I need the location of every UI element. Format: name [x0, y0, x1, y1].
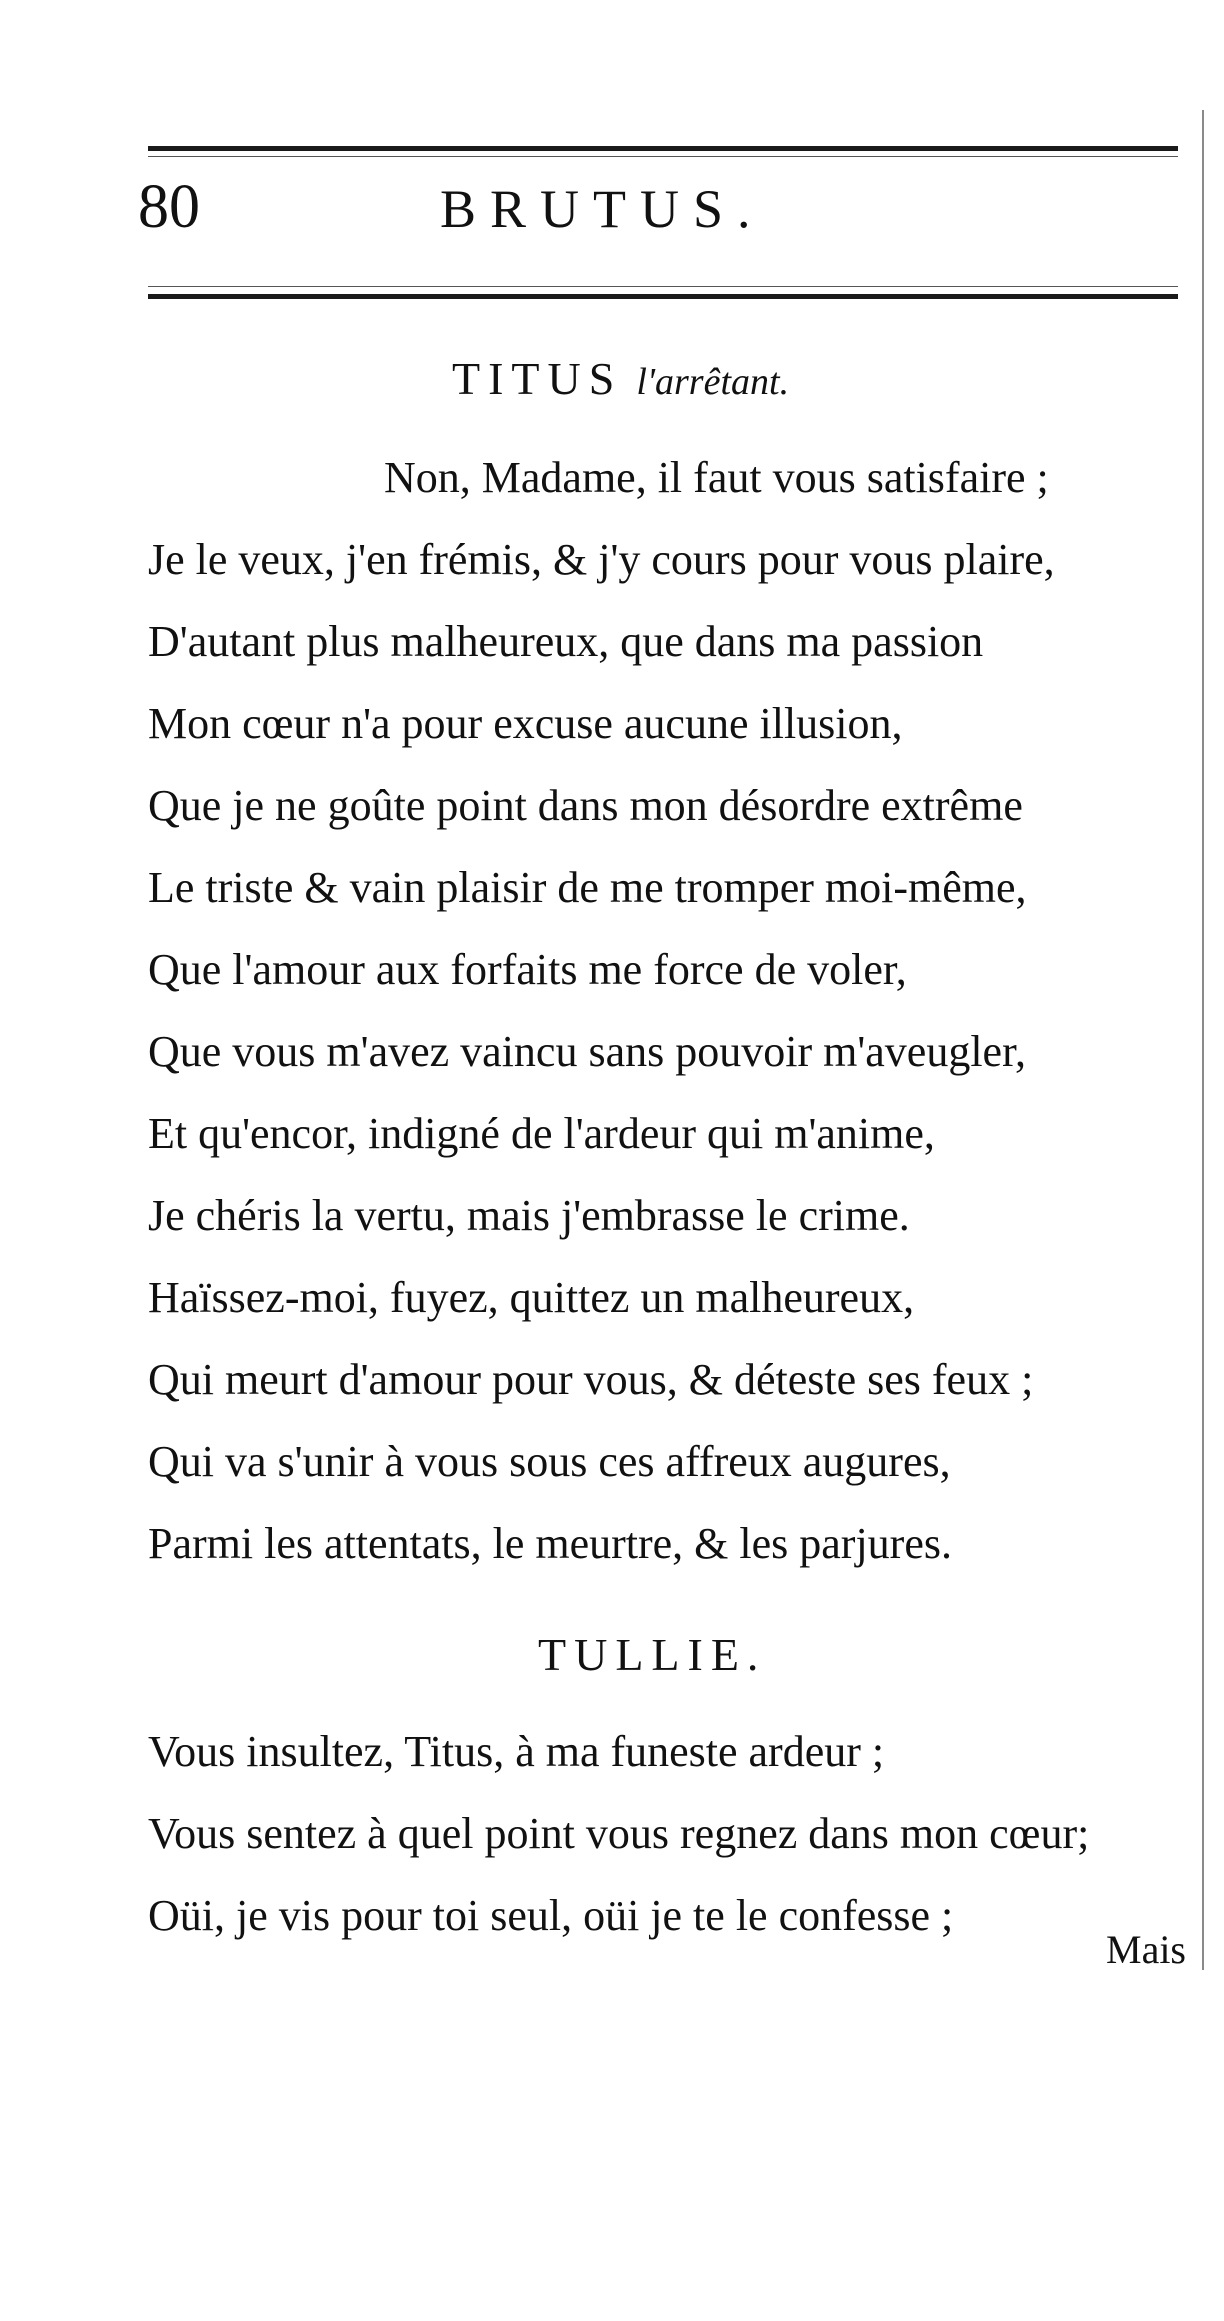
stage-direction: l'arrêtant. — [636, 361, 790, 403]
verse-line: D'autant plus malheureux, que dans ma passion — [148, 617, 984, 666]
running-head: BRUTUS. — [440, 179, 765, 239]
page-edge-line — [1202, 110, 1204, 1970]
verse-line: Que vous m'avez vaincu sans pouvoir m'aveugler, — [148, 1027, 1026, 1076]
verse-line: Et qu'encor, indigné de l'ardeur qui m'anime, — [148, 1109, 935, 1158]
verse-line: Je le veux, j'en frémis, & j'y cours pour vous plaire, — [148, 535, 1055, 584]
verse-line: Mon cœur n'a pour excuse aucune illusion, — [148, 699, 903, 748]
catchword: Mais — [1106, 1927, 1186, 1972]
speaker-heading-tullie: TULLIE. — [538, 1629, 767, 1680]
verse-line: Vous sentez à quel point vous regnez dans mon cœur; — [148, 1809, 1090, 1858]
header-rule-bottom — [148, 294, 1178, 299]
page-number: 80 — [138, 173, 200, 241]
verse-line: Qui va s'unir à vous sous ces affreux augures, — [148, 1437, 951, 1486]
header-rule-top — [148, 146, 1178, 151]
verse-line: Le triste & vain plaisir de me tromper moi-même, — [148, 863, 1027, 912]
verse-line: Qui meurt d'amour pour vous, & déteste ses feux ; — [148, 1355, 1034, 1404]
speaker-name: TITUS — [452, 353, 623, 404]
speaker-heading-titus — [452, 353, 790, 404]
verse-line: Vous insultez, Titus, à ma funeste ardeur ; — [148, 1727, 885, 1776]
verse-line: Haïssez-moi, fuyez, quittez un malheureux, — [148, 1273, 915, 1322]
verse-line: Que je ne goûte point dans mon désordre extrême — [148, 781, 1023, 830]
header-rule-top-thin — [148, 156, 1178, 157]
verse-line: Oüi, je vis pour toi seul, oüi je te le confesse ; — [148, 1891, 954, 1940]
verse-line: Parmi les attentats, le meurtre, & les parjures. — [148, 1519, 952, 1568]
verse-line: Je chéris la vertu, mais j'embrasse le crime. — [148, 1191, 910, 1240]
header-rule-bottom-thin — [148, 286, 1178, 287]
verse-line: Non, Madame, il faut vous satisfaire ; — [384, 453, 1049, 502]
verse-line: Que l'amour aux forfaits me force de voler, — [148, 945, 907, 994]
